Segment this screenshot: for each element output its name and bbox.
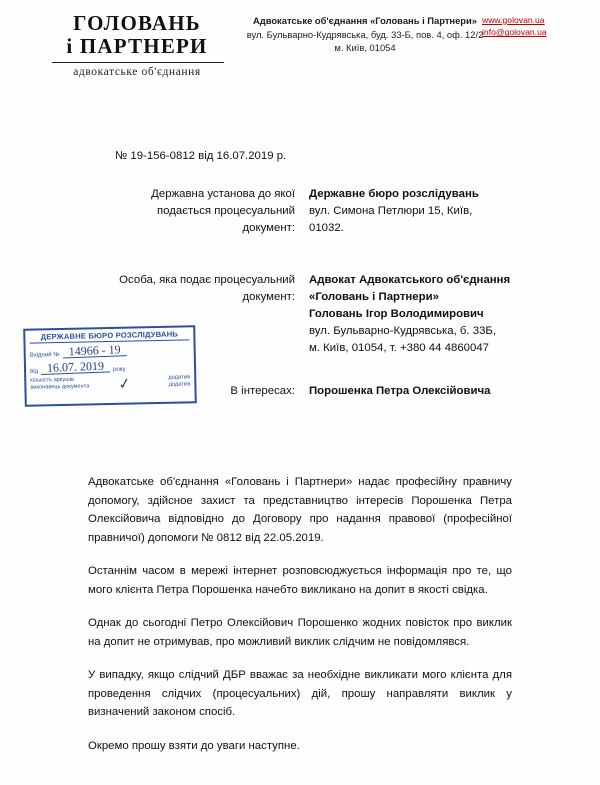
- body-paragraph: У випадку, якщо слідчий ДБР вважає за необхідне викликати мого клієнта для проведення слідчих (процесуальних) дій, прошу направляти виклик у визначений законом спосіб.: [88, 669, 512, 719]
- stamp-sheets-label: кількість аркушів: [30, 376, 74, 384]
- document-number: № 19-156-0812 від 16.07.2019 р.: [115, 150, 287, 162]
- stamp-incoming-number-row: [30, 342, 190, 358]
- recipient-block: [115, 186, 585, 237]
- body-paragraph: Однак до сьогодні Петро Олексійович Порошенко жодних повісток про виклик на допит не отримував, про можливий виклик слідчим не повідомлявся.: [88, 617, 512, 648]
- firm-address: [236, 14, 494, 55]
- firm-address-line-3: м. Київ, 01054: [334, 42, 396, 54]
- firm-address-line-2: вул. Бульварно-Кудрявська, буд. 33-Б, пов. 4, оф. 12/2: [246, 28, 484, 40]
- stamp-executor-attachments-label: додатків: [168, 381, 191, 388]
- recipient-address-line-2: 01032.: [309, 222, 344, 235]
- logo-line-2: і ПАРТНЕРИ: [66, 34, 208, 59]
- email-link[interactable]: info@golovan.ua: [482, 27, 547, 38]
- recipient-label: Державна установа до якої подається процесуальний документ:: [151, 188, 295, 235]
- document-body: [88, 462, 512, 755]
- firm-contacts: [482, 14, 586, 39]
- stamp-date-value: 16.07. 2019: [41, 359, 110, 375]
- stamp-date-suffix: року: [113, 366, 126, 373]
- submitter-value: [309, 272, 569, 358]
- stamp-signature: ✓: [117, 375, 133, 394]
- recipient-name: Державне бюро розслідувань: [309, 188, 479, 200]
- submitter-address-line-1: вул. Бульварно-Кудрявська, б. 33Б,: [309, 325, 497, 338]
- letterhead: [0, 0, 600, 79]
- website-link[interactable]: www.golovan.ua: [482, 15, 545, 25]
- body-paragraph: Адвокатське об'єднання «Головань і Партнери» надає професійну правничу допомогу, здійсное захист та представництво інтересів Порошенка Петра Олексійовича відповідно до Договору про надання правової (професійної правничої) допомоги № 0812 від 22.05.2019.: [88, 476, 512, 544]
- stamp-incoming-number: 14966 - 19: [62, 343, 126, 358]
- interest-value: [309, 383, 569, 400]
- interest-label: В інтересах:: [230, 385, 295, 397]
- submitter-line-2: «Головань і Партнери»: [309, 291, 439, 304]
- body-paragraph: Окремо прошу взяти до уваги наступне.: [88, 739, 300, 752]
- submitter-label: Особа, яка подає процесуальний документ:: [119, 274, 295, 304]
- stamp-executor-label: виконавець документа: [30, 383, 90, 391]
- stamp-date-label: від: [30, 368, 39, 375]
- logo-divider: [52, 62, 224, 63]
- firm-logo: [52, 12, 222, 78]
- incoming-stamp: [23, 325, 197, 407]
- stamp-date-row: [30, 358, 190, 374]
- submitter-line-3: Головань Ігор Володимирович: [309, 308, 484, 321]
- firm-address-line-1: Адвокатське об'єднання «Головань і Партнери»: [252, 15, 478, 26]
- stamp-incoming-label: Вхідний №: [29, 352, 60, 359]
- recipient-address-line-1: вул. Симона Петлюри 15, Київ,: [309, 205, 473, 218]
- stamp-title: ДЕРЖАВНЕ БЮРО РОЗСЛІДУВАНЬ: [29, 329, 189, 343]
- submitter-line-1: Адвокат Адвокатського об'єднання: [309, 274, 511, 286]
- submitter-address-line-2: м. Київ, 01054, т. +380 44 4860047: [309, 342, 489, 355]
- stamp-attachments-label: додатків: [168, 374, 191, 381]
- logo-subtitle: адвокатське об'єднання: [73, 66, 201, 79]
- recipient-value: [309, 186, 569, 237]
- body-paragraph: Останнім часом в мережі інтернет розповсюджується інформація про те, що мого клієнта Петра Порошенка начебто викликано на допит в якості свідка.: [88, 565, 512, 596]
- interest-person: Порошенка Петра Олексійовича: [309, 385, 491, 397]
- logo-line-1: ГОЛОВАНЬ: [73, 11, 201, 35]
